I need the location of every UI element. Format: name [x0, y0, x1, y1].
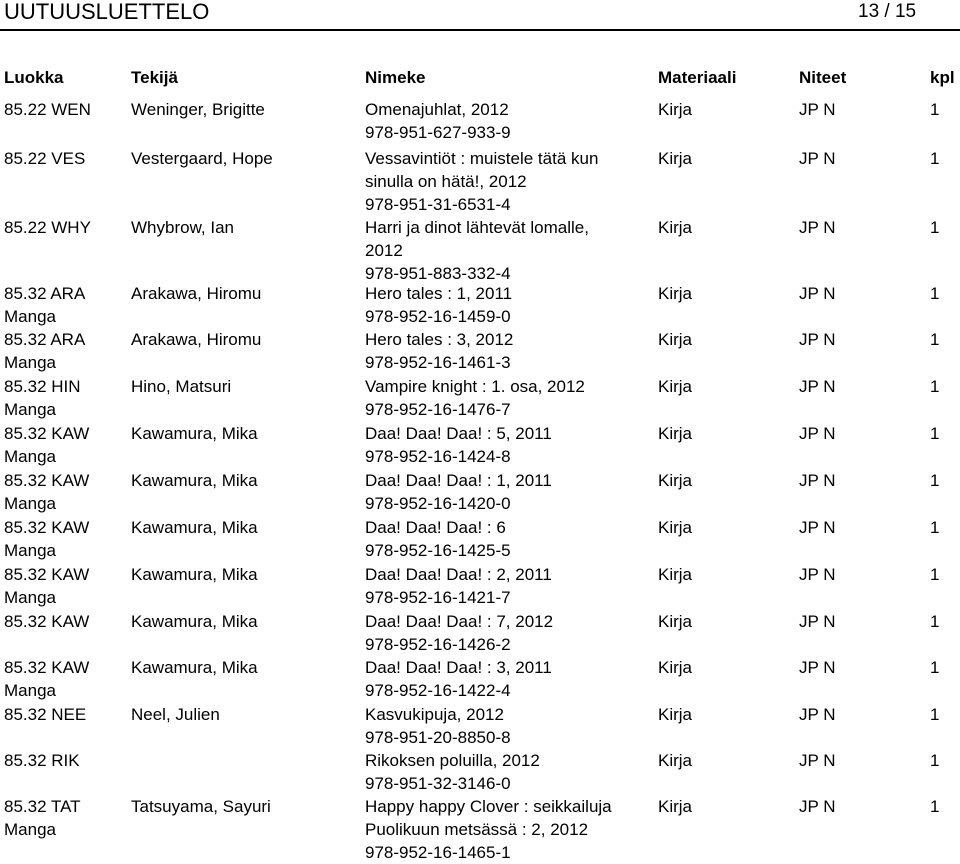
cell-class — [4, 749, 80, 772]
cell-count: 1 — [930, 218, 940, 237]
cell-class — [4, 98, 91, 121]
class-line: 85.32 NEE — [4, 705, 87, 724]
title-line: 978-952-16-1465-1 — [365, 843, 511, 862]
cell-class — [4, 469, 89, 515]
cell-author: Whybrow, Ian — [131, 218, 234, 237]
cell-material: Kirja — [658, 424, 693, 443]
title-line: 2012 — [365, 241, 403, 260]
title-line: Daa! Daa! Daa! : 1, 2011 — [365, 471, 552, 490]
col-header-materiaali: Materiaali — [658, 68, 737, 87]
cell-location: JP N — [799, 705, 836, 724]
class-line: Manga — [4, 400, 56, 419]
cell-material: Kirja — [658, 751, 693, 770]
class-line: Manga — [4, 541, 56, 560]
cell-location: JP N — [799, 424, 836, 443]
class-line: 85.32 KAW — [4, 658, 90, 677]
class-line: 85.32 ARA — [4, 330, 86, 349]
col-header-tekija: Tekijä — [131, 68, 178, 87]
col-header-luokka: Luokka — [4, 68, 64, 87]
cell-count: 1 — [930, 471, 940, 490]
cell-material: Kirja — [658, 565, 693, 584]
cell-location: JP N — [799, 471, 836, 490]
cell-count: 1 — [930, 100, 940, 119]
header-rule — [0, 29, 960, 31]
page-title: UUTUUSLUETTELO — [4, 0, 210, 24]
cell-author: Tatsuyama, Sayuri — [131, 797, 271, 816]
cell-material: Kirja — [658, 705, 693, 724]
title-line: 978-952-16-1424-8 — [365, 447, 511, 466]
cell-count: 1 — [930, 284, 940, 303]
cell-count: 1 — [930, 518, 940, 537]
class-line: Manga — [4, 494, 56, 513]
cell-class — [4, 610, 89, 633]
title-line: Harri ja dinot lähtevät lomalle, — [365, 218, 589, 237]
cell-class — [4, 328, 85, 374]
cell-material: Kirja — [658, 471, 693, 490]
cell-title — [365, 516, 511, 562]
title-line: Vessavintiöt : muistele tätä kun — [365, 149, 599, 168]
cell-author: Kawamura, Mika — [131, 565, 258, 584]
cell-title — [365, 469, 552, 515]
title-line: Hero tales : 3, 2012 — [365, 330, 514, 349]
cell-location: JP N — [799, 149, 836, 168]
class-line: Manga — [4, 447, 56, 466]
cell-location: JP N — [799, 565, 836, 584]
cell-location: JP N — [799, 751, 836, 770]
cell-title — [365, 216, 589, 285]
title-line: 978-951-32-3146-0 — [365, 774, 511, 793]
cell-material: Kirja — [658, 218, 693, 237]
class-line: Manga — [4, 307, 56, 326]
cell-location: JP N — [799, 797, 836, 816]
class-line: 85.22 VES — [4, 149, 86, 168]
cell-class — [4, 375, 81, 421]
cell-count: 1 — [930, 797, 940, 816]
cell-material: Kirja — [658, 658, 693, 677]
cell-material: Kirja — [658, 330, 693, 349]
title-line: Daa! Daa! Daa! : 3, 2011 — [365, 658, 552, 677]
cell-material: Kirja — [658, 100, 693, 119]
cell-author: Weninger, Brigitte — [131, 100, 265, 119]
cell-title — [365, 147, 598, 216]
title-line: Hero tales : 1, 2011 — [365, 284, 513, 303]
title-line: Kasvukipuja, 2012 — [365, 705, 504, 724]
class-line: 85.32 KAW — [4, 612, 90, 631]
cell-count: 1 — [930, 149, 940, 168]
cell-count: 1 — [930, 751, 940, 770]
cell-count: 1 — [930, 705, 940, 724]
class-line: 85.32 KAW — [4, 424, 90, 443]
class-line: Manga — [4, 820, 56, 839]
cell-author: Arakawa, Hiromu — [131, 330, 262, 349]
cell-count: 1 — [930, 424, 940, 443]
cell-author: Hino, Matsuri — [131, 377, 232, 396]
cell-class — [4, 563, 89, 609]
cell-title — [365, 795, 612, 864]
cell-count: 1 — [930, 565, 940, 584]
cell-location: JP N — [799, 612, 836, 631]
cell-location: JP N — [799, 100, 836, 119]
cell-title — [365, 703, 511, 749]
class-line: Manga — [4, 588, 56, 607]
class-line: 85.32 KAW — [4, 471, 90, 490]
cell-title — [365, 328, 513, 374]
cell-class — [4, 216, 91, 239]
page-number: 13 / 15 — [858, 1, 917, 22]
cell-title — [365, 563, 552, 609]
cell-material: Kirja — [658, 797, 693, 816]
cell-class — [4, 516, 89, 562]
cell-count: 1 — [930, 330, 940, 349]
cell-title — [365, 610, 553, 656]
title-line: 978-952-16-1425-5 — [365, 541, 511, 560]
title-line: Vampire knight : 1. osa, 2012 — [365, 377, 585, 396]
col-header-niteet: Niteet — [799, 68, 847, 87]
cell-count: 1 — [930, 612, 940, 631]
cell-class — [4, 147, 85, 170]
title-line: Daa! Daa! Daa! : 5, 2011 — [365, 424, 552, 443]
cell-location: JP N — [799, 218, 836, 237]
cell-class — [4, 703, 86, 726]
col-header-kpl: kpl — [930, 68, 955, 87]
cell-material: Kirja — [658, 377, 693, 396]
title-line: Daa! Daa! Daa! : 7, 2012 — [365, 612, 554, 631]
class-line: 85.32 KAW — [4, 565, 90, 584]
cell-material: Kirja — [658, 612, 693, 631]
cell-location: JP N — [799, 658, 836, 677]
cell-location: JP N — [799, 377, 836, 396]
cell-author: Arakawa, Hiromu — [131, 284, 262, 303]
cell-author: Kawamura, Mika — [131, 658, 258, 677]
cell-author: Kawamura, Mika — [131, 424, 258, 443]
cell-class — [4, 422, 89, 468]
cell-class — [4, 795, 81, 841]
cell-title — [365, 656, 552, 702]
title-line: Daa! Daa! Daa! : 2, 2011 — [365, 565, 552, 584]
class-line: Manga — [4, 353, 56, 372]
cell-author: Vestergaard, Hope — [131, 149, 273, 168]
title-line: sinulla on hätä!, 2012 — [365, 172, 527, 191]
cell-material: Kirja — [658, 284, 693, 303]
title-line: Puolikuun metsässä : 2, 2012 — [365, 820, 589, 839]
title-line: 978-951-883-332-4 — [365, 264, 511, 283]
cell-author: Neel, Julien — [131, 705, 220, 724]
col-header-nimeke: Nimeke — [365, 68, 426, 87]
title-line: 978-951-20-8850-8 — [365, 728, 511, 747]
cell-material: Kirja — [658, 518, 693, 537]
class-line: 85.22 WEN — [4, 100, 91, 119]
cell-class — [4, 282, 85, 328]
cell-author: Kawamura, Mika — [131, 471, 258, 490]
title-line: Happy happy Clover : seikkailuja — [365, 797, 612, 816]
cell-count: 1 — [930, 377, 940, 396]
cell-location: JP N — [799, 284, 836, 303]
title-line: 978-951-627-933-9 — [365, 123, 511, 142]
title-line: 978-952-16-1426-2 — [365, 635, 511, 654]
class-line: 85.32 KAW — [4, 518, 90, 537]
cell-material: Kirja — [658, 149, 693, 168]
title-line: Rikoksen poluilla, 2012 — [365, 751, 540, 770]
class-line: 85.22 WHY — [4, 218, 91, 237]
cell-title — [365, 282, 512, 328]
cell-title — [365, 422, 552, 468]
class-line: Manga — [4, 681, 56, 700]
cell-author: Kawamura, Mika — [131, 612, 258, 631]
class-line: 85.32 TAT — [4, 797, 81, 816]
class-line: 85.32 RIK — [4, 751, 80, 770]
cell-class — [4, 656, 89, 702]
cell-count: 1 — [930, 658, 940, 677]
cell-author: Kawamura, Mika — [131, 518, 258, 537]
title-line: 978-952-16-1476-7 — [365, 400, 511, 419]
title-line: 978-952-16-1420-0 — [365, 494, 511, 513]
title-line: 978-952-16-1422-4 — [365, 681, 511, 700]
title-line: Omenajuhlat, 2012 — [365, 100, 509, 119]
title-line: 978-952-16-1421-7 — [365, 588, 511, 607]
cell-title — [365, 749, 540, 795]
cell-location: JP N — [799, 330, 836, 349]
title-line: 978-952-16-1459-0 — [365, 307, 511, 326]
class-line: 85.32 HIN — [4, 377, 81, 396]
title-line: Daa! Daa! Daa! : 6 — [365, 518, 506, 537]
cell-location: JP N — [799, 518, 836, 537]
cell-title — [365, 98, 511, 144]
class-line: 85.32 ARA — [4, 284, 86, 303]
title-line: 978-952-16-1461-3 — [365, 353, 511, 372]
cell-title — [365, 375, 585, 421]
title-line: 978-951-31-6531-4 — [365, 195, 511, 214]
